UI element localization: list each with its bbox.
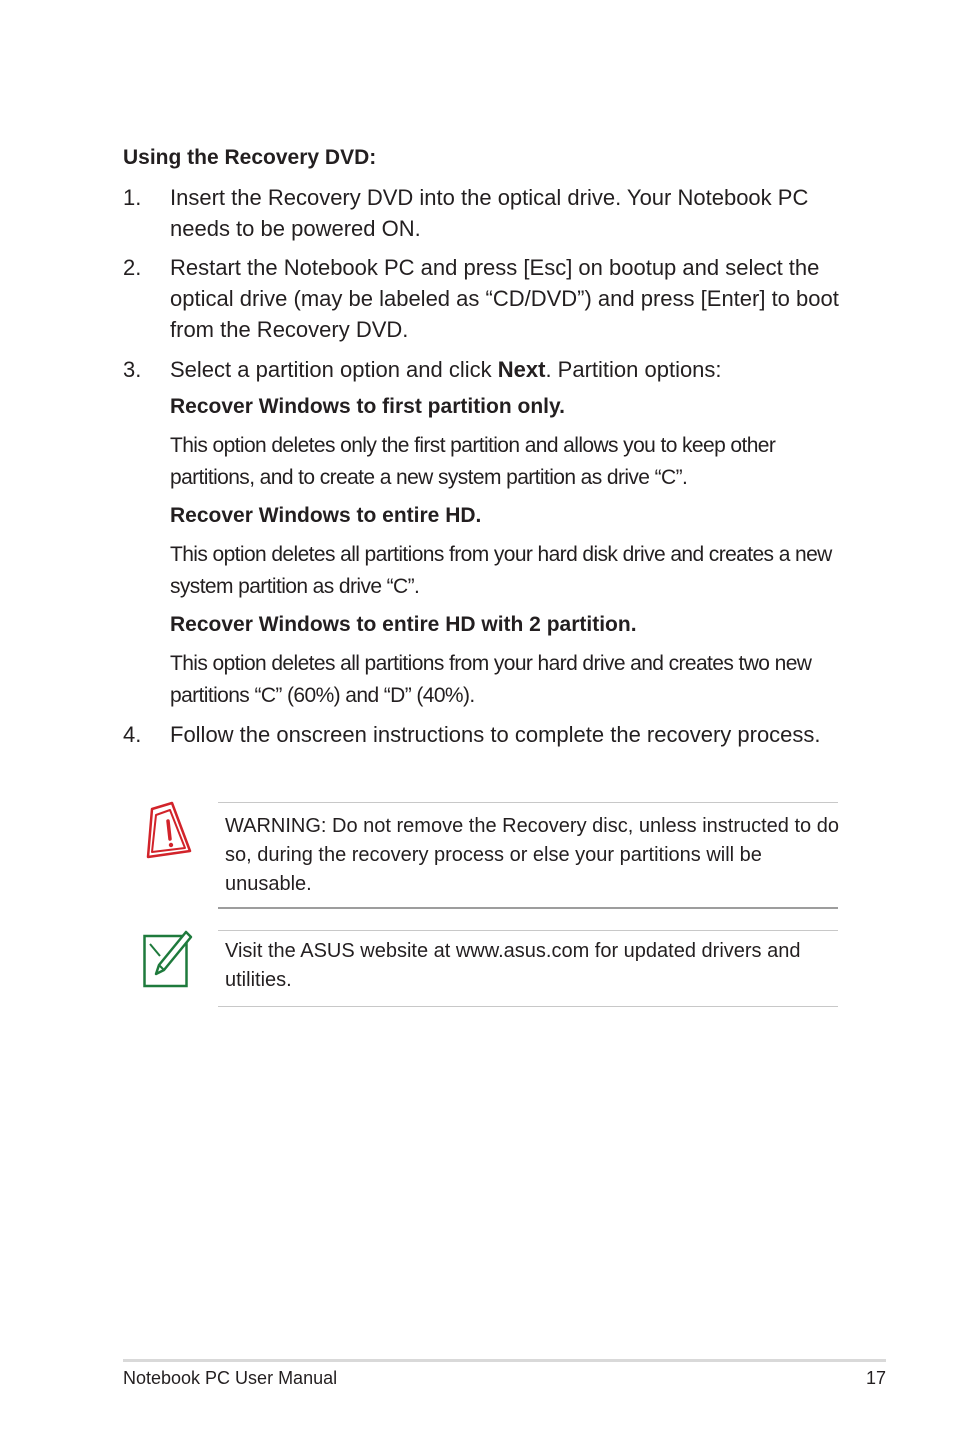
warning-triangle-icon: [142, 801, 194, 864]
note-pencil-icon: [142, 930, 194, 993]
option-title: Recover Windows to first partition only.: [170, 395, 565, 418]
option-title: Recover Windows to entire HD.: [170, 504, 482, 527]
step-text: Restart the Notebook PC and press [Esc] on bootup and select the optical drive (may be labeled as “CD/DVD”) and press [Enter] to boot from the Recovery DVD.: [170, 255, 839, 342]
warning-text: WARNING: Do not remove the Recovery disc, unless instructed to do so, during the recovery process or else your partitions will be unusable.: [225, 815, 839, 895]
option-description: This option deletes only the first partition and allows you to keep other partitions, and to create a new system partition as drive “C”.: [170, 434, 776, 489]
step-text-before: Select a partition option and click: [170, 357, 498, 382]
next-keyword: Next: [497, 357, 546, 382]
footer-manual-title: Notebook PC User Manual: [123, 1368, 338, 1388]
step-text-after: . Partition options:: [545, 357, 722, 382]
step-text: Follow the onscreen instructions to complete the recovery process.: [170, 722, 821, 747]
step-number: 3.: [123, 357, 142, 382]
warning-note: [218, 802, 838, 909]
section-heading: Using the Recovery DVD:: [123, 146, 377, 169]
option-title: Recover Windows to entire HD with 2 partition.: [170, 613, 637, 636]
step-number: 4.: [123, 722, 142, 747]
option-description: This option deletes all partitions from your hard disk drive and creates a new system partition as drive “C”.: [170, 543, 832, 598]
step-number: 2.: [123, 255, 142, 280]
page-number: 17: [865, 1368, 886, 1388]
option-description: This option deletes all partitions from your hard drive and creates two new partitions “C” (60%) and “D” (40%).: [170, 652, 812, 707]
step-text: [170, 354, 845, 385]
info-text: Visit the ASUS website at www.asus.com for updated drivers and utilities.: [225, 940, 801, 991]
step-number: 1.: [123, 185, 142, 210]
footer-divider: [123, 1359, 886, 1362]
step-text: Insert the Recovery DVD into the optical drive. Your Notebook PC needs to be powered ON.: [170, 185, 809, 241]
info-note: [218, 930, 838, 1007]
